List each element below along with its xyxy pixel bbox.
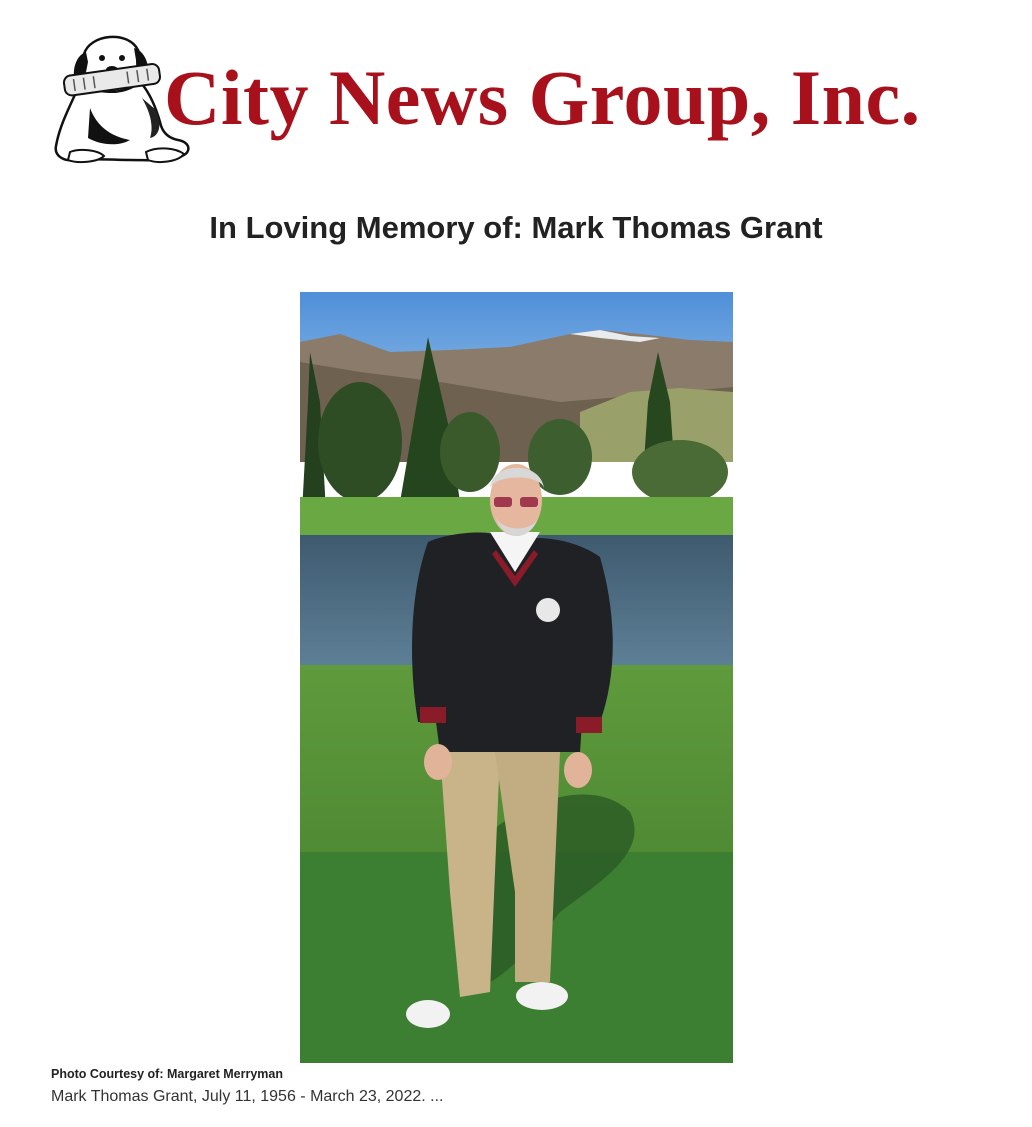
page-title: In Loving Memory of: Mark Thomas Grant: [209, 210, 823, 245]
obituary-summary: Mark Thomas Grant, July 11, 1956 - March 23, 2022. ...: [51, 1088, 444, 1105]
masthead: [50, 28, 980, 178]
portrait-photo: [300, 292, 733, 1063]
brand-name[interactable]: City News Group, Inc.: [164, 54, 921, 141]
photo-credit: Photo Courtesy of: Margaret Merryman: [51, 1067, 283, 1081]
